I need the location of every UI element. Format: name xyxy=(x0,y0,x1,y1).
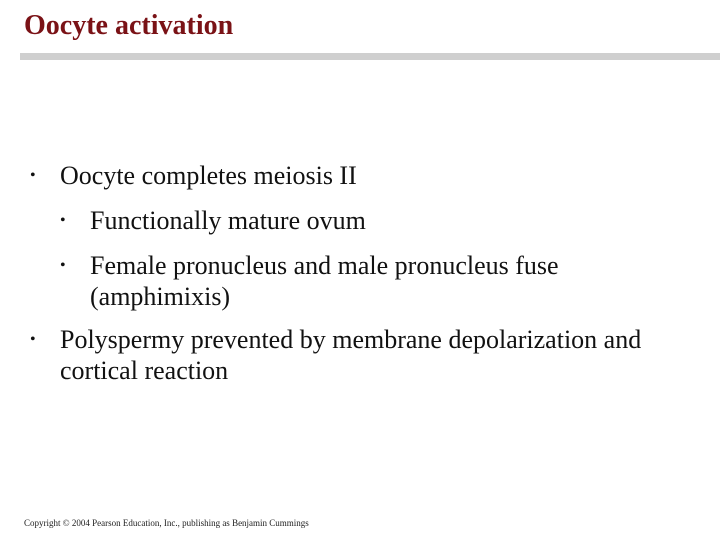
bullet-marker: • xyxy=(30,331,36,348)
bullet-item xyxy=(30,160,690,191)
bullet-text: Oocyte completes meiosis II xyxy=(60,161,357,190)
sub-bullet-item xyxy=(30,250,690,312)
bullet-marker: • xyxy=(30,167,36,184)
bullet-marker: • xyxy=(60,212,66,229)
bullet-marker: • xyxy=(60,257,66,274)
bullet-text: Female pronucleus and male pronucleus fuse (amphimixis) xyxy=(90,251,559,311)
copyright-notice: Copyright © 2004 Pearson Education, Inc., publishing as Benjamin Cummings xyxy=(24,518,309,528)
slide-title: Oocyte activation xyxy=(24,10,234,41)
bullet-list xyxy=(30,160,690,386)
bullet-item xyxy=(30,324,690,386)
bullet-text: Functionally mature ovum xyxy=(90,206,366,235)
bullet-text: Polyspermy prevented by membrane depolarization and cortical reaction xyxy=(60,325,642,385)
sub-bullet-item xyxy=(30,205,690,236)
title-divider xyxy=(20,53,720,60)
